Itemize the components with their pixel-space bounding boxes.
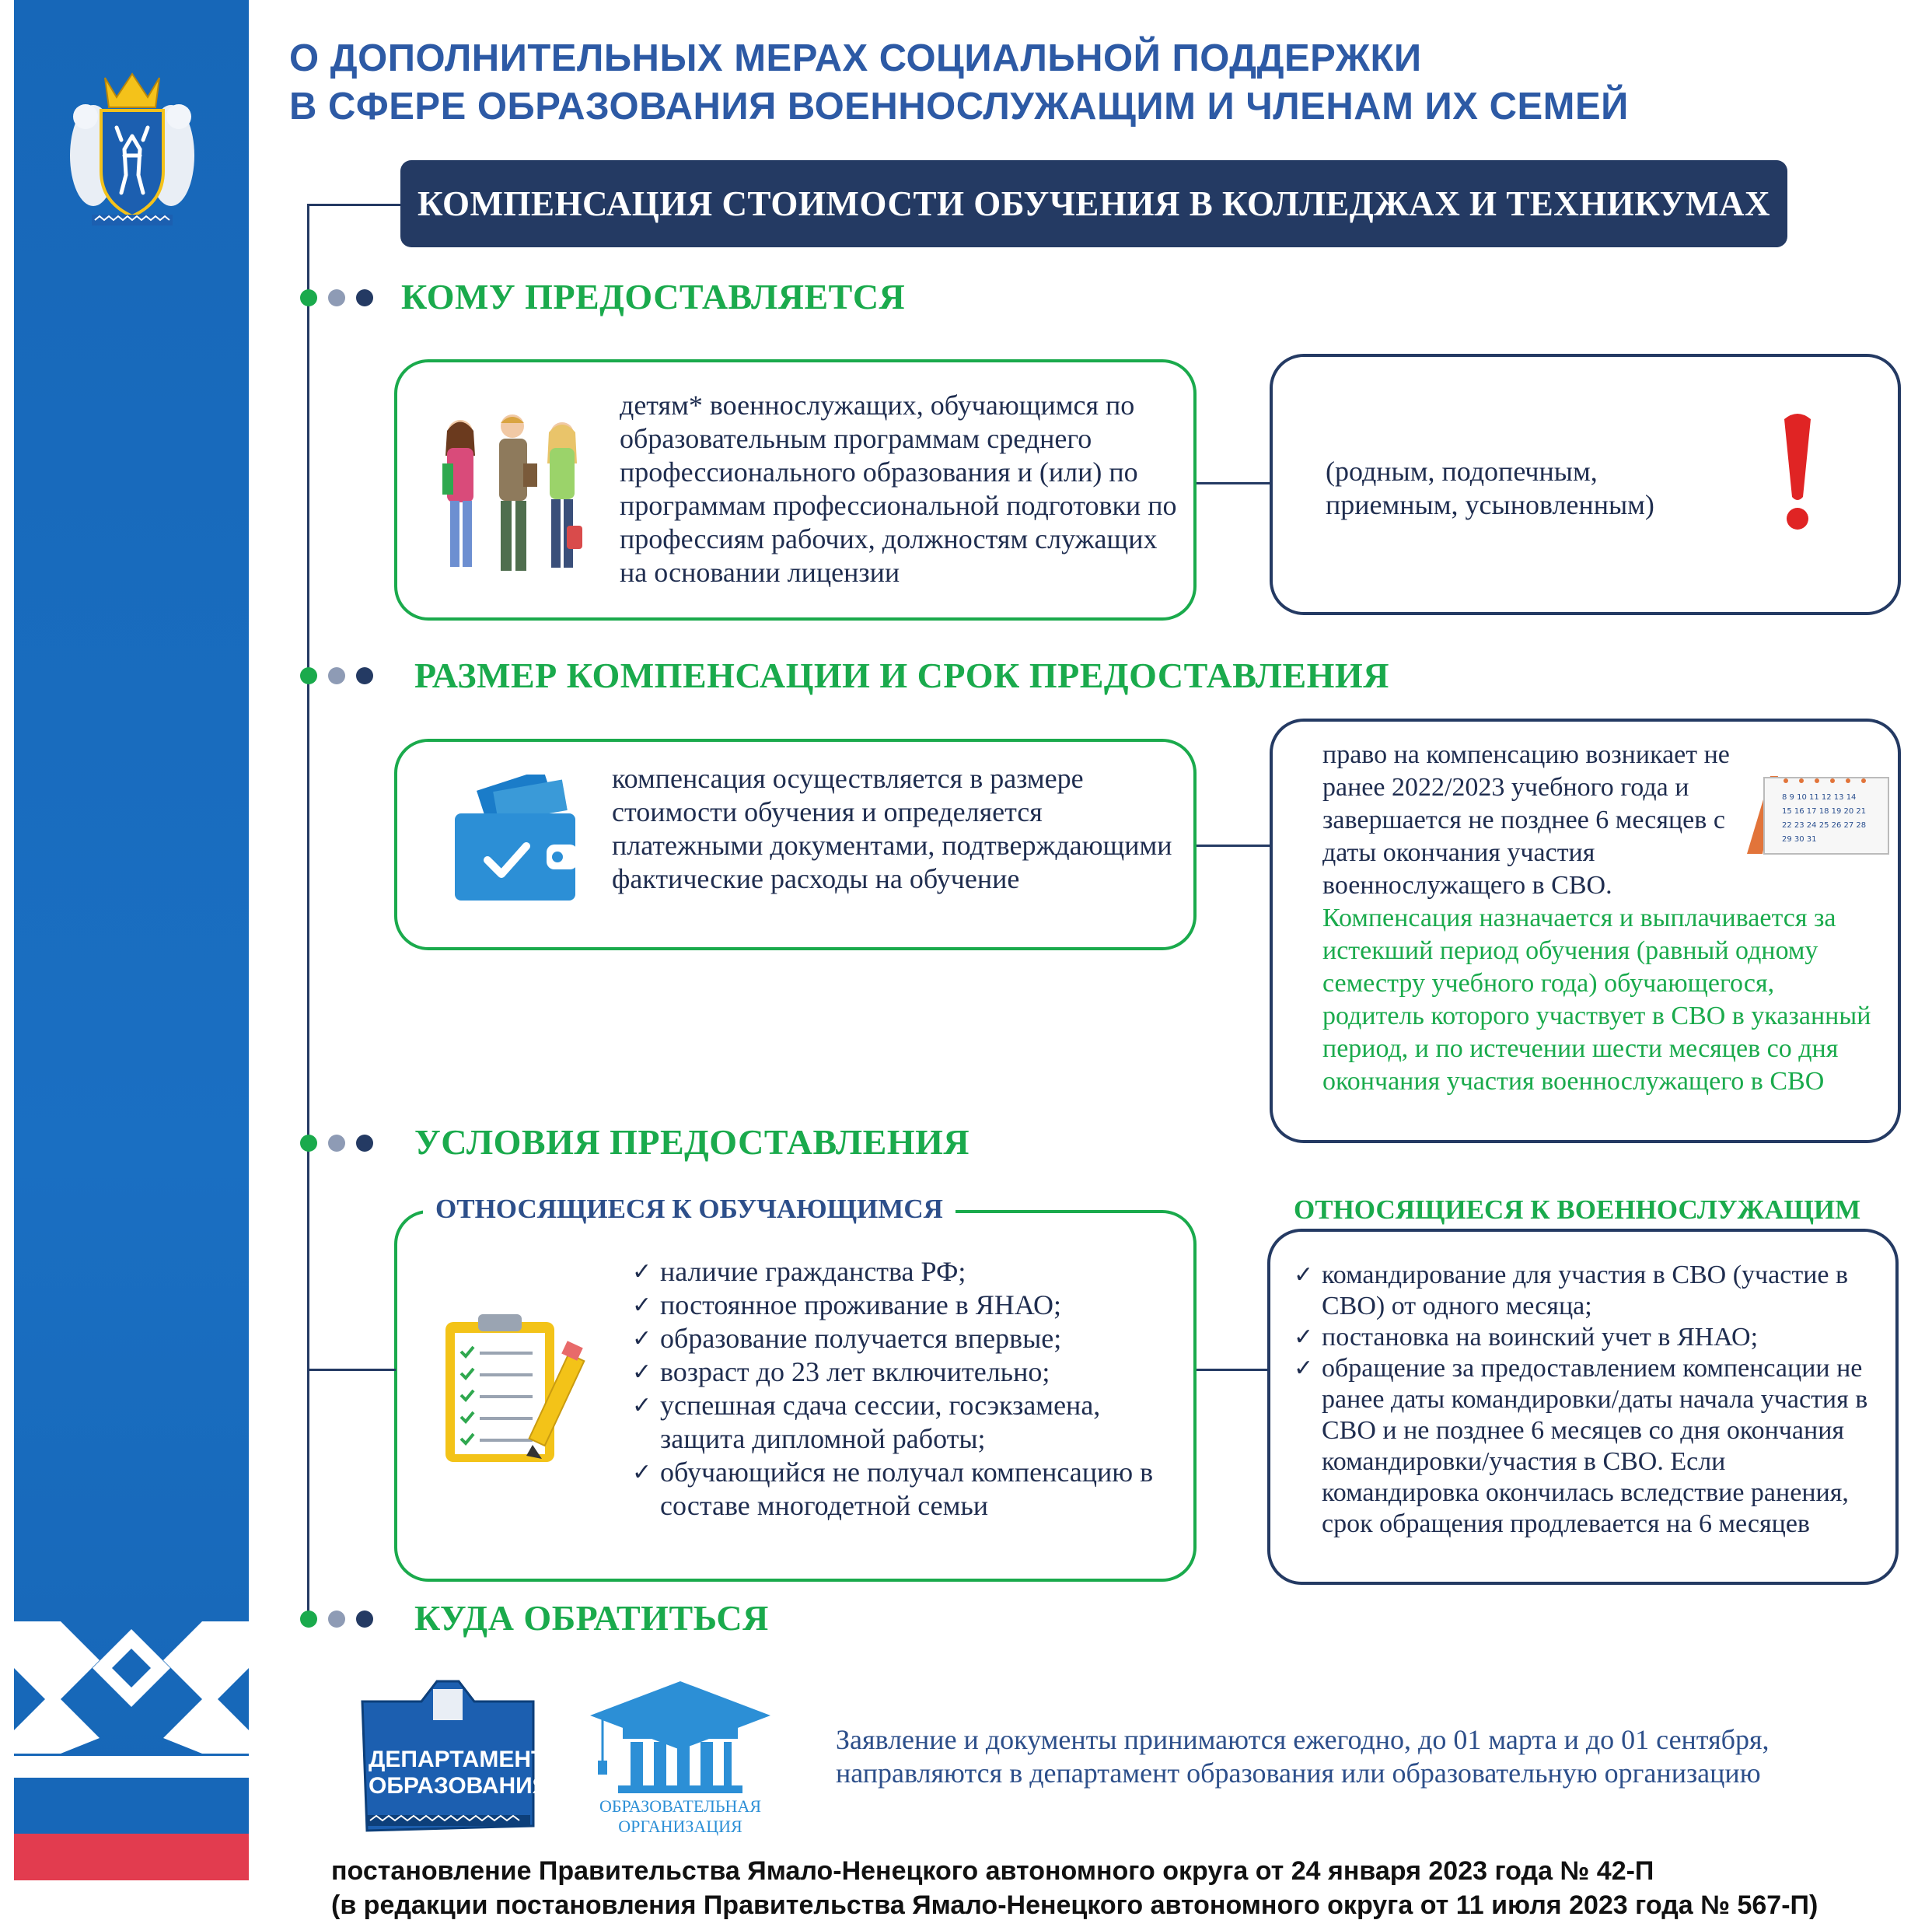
flag-bottom-white — [14, 1880, 249, 1927]
list-item: ✓ командирование для участия в СВО (участие в СВО) от одного месяца; — [1294, 1261, 1849, 1320]
section-where-heading: КУДА ОБРАТИТЬСЯ — [414, 1598, 769, 1638]
education-organization-label: ОБРАЗОВАТЕЛЬНАЯ ОРГАНИЗАЦИЯ — [599, 1796, 762, 1836]
department-logo — [359, 1678, 550, 1834]
where-text: Заявление и документы принимаются ежегодно, до 01 марта и до 01 сентября, направляются в департамент образования или образовательную организацию — [836, 1724, 1770, 1789]
exclamation-icon — [1778, 411, 1817, 536]
svg-text:8 9 10 11 12 13 14: 8 9 10 11 12 13 14 — [1782, 793, 1857, 802]
bullet-dot-grey — [328, 1135, 345, 1152]
bullet-dot-navy — [356, 1135, 373, 1152]
coat-of-arms-icon — [62, 62, 202, 229]
svg-text:29 30 31: 29 30 31 — [1782, 835, 1817, 844]
check-icon: ✓ — [1294, 1261, 1314, 1289]
check-icon: ✓ — [632, 1292, 652, 1319]
who-note-text: (родным, подопечным, приемным, усыновленным) — [1326, 456, 1654, 520]
amount-main-box — [394, 739, 1197, 950]
bullet-dot-navy — [356, 1610, 373, 1628]
calendar-icon — [1739, 768, 1895, 862]
wallet-icon — [449, 775, 585, 907]
military-conditions-list — [1294, 1260, 1885, 1540]
bullet-dot-green — [300, 667, 317, 684]
check-icon: ✓ — [1294, 1324, 1314, 1351]
amount-term-green-text: Компенсация назначается и выплачивается за истекший период обучения (равный одному семестру учебного года) обучающегося, родитель которого участвует в СВО в указанный период, и по истечении шести месяцев со дня окончания участия военнослужащего в СВО — [1322, 904, 1871, 1096]
bullet-dot-grey — [328, 667, 345, 684]
department-logo-text: ДЕПАРТАМЕНТ ОБРАЗОВАНИЯ — [369, 1747, 550, 1799]
flag-blue-band — [14, 1778, 249, 1834]
students-conditions-list — [632, 1255, 1176, 1523]
check-icon: ✓ — [1294, 1355, 1314, 1382]
check-icon: ✓ — [632, 1325, 652, 1352]
banner-title: КОМПЕНСАЦИЯ СТОИМОСТИ ОБУЧЕНИЯ В КОЛЛЕДЖАХ И ТЕХНИКУМАХ — [400, 160, 1787, 247]
students-icon — [425, 409, 596, 580]
title-line-1: О ДОПОЛНИТЕЛЬНЫХ МЕРАХ СОЦИАЛЬНОЙ ПОДДЕРЖКИ — [289, 37, 1422, 79]
bullet-dot-grey — [328, 289, 345, 306]
list-item: ✓ обращение за предоставлением компенсации не ранее даты командировки/даты начала участия в СВО и не позднее 6 месяцев со дня окончания командировки/участия в СВО. Если командировка окончилась вследствие ранения, срок обращения продлевается на 6 месяцев — [1294, 1354, 1868, 1538]
list-item: ✓ успешная сдача сессии, госэкзамена, защита дипломной работы; — [632, 1390, 1101, 1454]
svg-text:22 23 24 25 26 27 28: 22 23 24 25 26 27 28 — [1782, 821, 1867, 830]
clipboard-checklist-icon — [439, 1306, 587, 1470]
conditions-left-connector — [307, 1369, 396, 1371]
amount-term-text: право на компенсацию возникает не ранее 2022/2023 учебного года и завершается не позднее 6 месяцев с даты окончания участия военнослужащего в СВО. — [1322, 740, 1730, 900]
amount-main-text: компенсация осуществляется в размере стоимости обучения и определяется платежными документами, подтверждающими фактические расходы на обучение — [612, 763, 1172, 894]
students-conditions-box — [394, 1210, 1197, 1582]
education-organization-icon — [587, 1678, 774, 1795]
footer-line-1: постановление Правительства Ямало-Ненецкого автономного округа от 24 января 2023 года № 42-П — [331, 1856, 1654, 1886]
amount-connector — [1197, 845, 1271, 847]
check-icon: ✓ — [632, 1359, 652, 1386]
check-icon: ✓ — [632, 1392, 652, 1419]
military-conditions-heading: ОТНОСЯЩИЕСЯ К ВОЕННОСЛУЖАЩИМ — [1283, 1194, 1871, 1226]
who-main-box — [394, 359, 1197, 621]
flag-white-band — [14, 1756, 249, 1778]
flag-red-band — [14, 1834, 249, 1880]
section-amount-heading: РАЗМЕР КОМПЕНСАЦИИ И СРОК ПРЕДОСТАВЛЕНИЯ — [414, 656, 1389, 695]
title-line-2: В СФЕРЕ ОБРАЗОВАНИЯ ВОЕННОСЛУЖАЩИМ И ЧЛЕНАМ ИХ СЕМЕЙ — [289, 86, 1629, 128]
bullet-dot-green — [300, 289, 317, 306]
bullet-dot-green — [300, 1610, 317, 1628]
timeline-line — [307, 204, 309, 1619]
page-title — [289, 34, 1766, 131]
conditions-connector — [1197, 1369, 1271, 1371]
ornament-icon — [14, 1621, 249, 1754]
section-who-heading: КОМУ ПРЕДОСТАВЛЯЕТСЯ — [401, 277, 906, 317]
bullet-dot-grey — [328, 1610, 345, 1628]
bullet-dot-navy — [356, 289, 373, 306]
svg-text:15 16 17 18 19 20 21: 15 16 17 18 19 20 21 — [1782, 807, 1867, 816]
students-conditions-heading: ОТНОСЯЩИЕСЯ К ОБУЧАЮЩИМСЯ — [423, 1194, 956, 1225]
bullet-dot-navy — [356, 667, 373, 684]
footer-reference — [331, 1854, 1917, 1922]
check-icon: ✓ — [632, 1258, 652, 1285]
section-conditions-heading: УСЛОВИЯ ПРЕДОСТАВЛЕНИЯ — [414, 1122, 970, 1162]
who-connector — [1197, 482, 1271, 484]
who-note-box — [1270, 354, 1901, 615]
amount-term-box — [1270, 719, 1901, 1143]
military-conditions-box — [1267, 1229, 1899, 1585]
list-item: ✓ обучающийся не получал компенсацию в составе многодетной семьи — [632, 1457, 1154, 1521]
list-item: ✓ постановка на воинский учет в ЯНАО; — [1294, 1323, 1759, 1352]
check-icon: ✓ — [632, 1459, 652, 1486]
who-main-text: детям* военнослужащих, обучающимся по образовательным программам среднего профессионального образования и (или) по программам профессиональной подготовки по профессиям рабочих, должностям служащих на основании лицензии — [620, 390, 1177, 588]
timeline-top-connector — [307, 204, 402, 206]
list-item: ✓ наличие гражданства РФ; — [632, 1256, 966, 1287]
list-item: ✓ постоянное проживание в ЯНАО; — [632, 1289, 1061, 1320]
list-item: ✓ образование получается впервые; — [632, 1323, 1062, 1354]
footer-line-2: (в редакции постановления Правительства Ямало-Ненецкого автономного округа от 11 июля 2023 года № 567-П) — [331, 1890, 1818, 1920]
list-item: ✓ возраст до 23 лет включительно; — [632, 1356, 1050, 1387]
bullet-dot-green — [300, 1135, 317, 1152]
